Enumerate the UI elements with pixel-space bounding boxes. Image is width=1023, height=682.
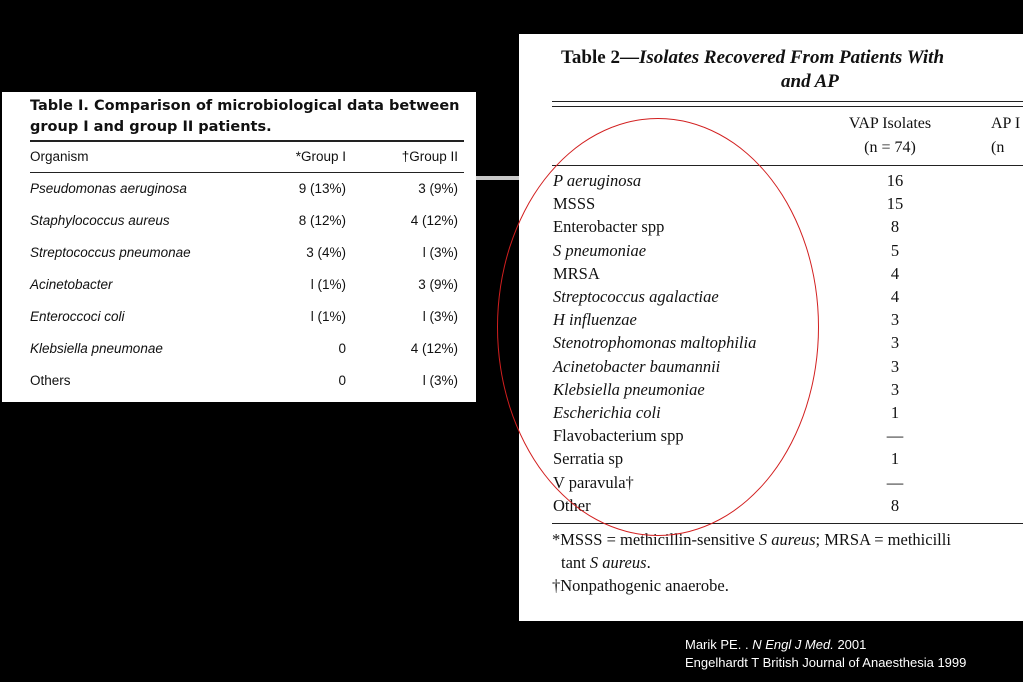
table-2-panel	[519, 34, 1023, 621]
isolate-cell: Other	[553, 495, 591, 515]
table-2-row	[553, 264, 1023, 287]
header-group-2: †Group II	[401, 149, 458, 164]
table-2-row	[553, 241, 1023, 264]
table-2-top-rule-b	[552, 106, 1023, 107]
table-2-header-rule	[552, 165, 1023, 166]
group-1-cell: 0	[338, 341, 346, 356]
table-2-row	[553, 333, 1023, 356]
table-2-row	[553, 496, 1023, 519]
table-1-row	[30, 181, 460, 205]
vap-count-cell: 3	[890, 379, 900, 399]
table-2-row	[553, 426, 1023, 449]
table-1-top-rule	[30, 140, 464, 142]
vap-count-cell: 15	[886, 194, 904, 214]
isolate-cell: H influenzae	[553, 310, 637, 330]
organism-cell: Klebsiella pneumonae	[30, 341, 163, 356]
group-1-cell: 3 (4%)	[306, 245, 346, 260]
vap-count-cell: 3	[890, 310, 900, 330]
table-1-header	[30, 149, 460, 173]
isolate-cell: Streptococcus agalactiae	[553, 287, 719, 306]
isolate-cell: Escherichia coli	[553, 403, 661, 422]
citation-1: Marik PE. . N Engl J Med. 2001	[685, 637, 867, 652]
table-1-row	[30, 245, 460, 269]
isolate-cell: P aeruginosa	[553, 171, 642, 190]
table-2-bottom-rule	[552, 523, 1023, 524]
group-2-cell: 4 (12%)	[410, 213, 458, 228]
vap-count-cell: 3	[890, 333, 900, 353]
isolate-cell: Stenotrophomonas maltophilia	[553, 333, 757, 353]
table-1-row	[30, 309, 460, 333]
vap-count-cell: 4	[890, 287, 900, 306]
table-1-row	[30, 341, 460, 365]
table-1-row	[30, 373, 460, 397]
vap-count-cell: 8	[890, 217, 900, 237]
table-1-panel	[2, 92, 476, 402]
table-2-row	[553, 357, 1023, 380]
header-organism: Organism	[30, 149, 89, 164]
organism-cell: Staphylococcus aureus	[30, 213, 170, 228]
organism-cell: Streptococcus pneumonae	[30, 245, 191, 260]
vap-count-cell: —	[886, 472, 904, 492]
vap-count-cell: 16	[886, 171, 904, 190]
group-1-cell: 0	[338, 373, 346, 388]
group-1-cell: l (1%)	[310, 309, 346, 324]
isolate-cell: Klebsiella pneumoniae	[553, 379, 705, 399]
table-2-row	[553, 194, 1023, 217]
group-2-cell: 3 (9%)	[418, 277, 458, 292]
isolate-cell: Acinetobacter baumannii	[553, 356, 721, 376]
vap-count-cell: —	[886, 426, 904, 446]
isolate-cell: Flavobacterium spp	[553, 426, 684, 446]
table-2-title: Table 2—Isolates Recovered From Patients With	[561, 47, 945, 68]
group-1-cell: 8 (12%)	[298, 213, 346, 228]
col-header-vap: VAP Isolates (n = 74)	[848, 115, 932, 156]
table-1-title: Table I. Comparison of microbiological data between group I and group II patients.	[30, 98, 460, 135]
vap-count-cell: 1	[890, 403, 900, 422]
table-2-title-line2: and AP	[781, 71, 839, 92]
vap-count-cell: 1	[890, 449, 900, 469]
table-2-footnote-3: †Nonpathogenic anaerobe.	[552, 576, 729, 595]
table-2-row	[553, 473, 1023, 496]
table-1-row	[30, 277, 460, 301]
group-2-cell: l (3%)	[422, 245, 458, 260]
group-2-cell: 3 (9%)	[418, 181, 458, 196]
isolate-cell: S pneumoniae	[553, 240, 647, 260]
table-2-row	[553, 449, 1023, 472]
table-2-row	[553, 171, 1023, 194]
table-2-footnote-1: *MSSS = methicillin-sensitive S aureus; MRSA = methicilli	[552, 530, 951, 549]
isolate-cell: V paravula†	[553, 472, 634, 492]
table-2-row	[553, 287, 1023, 310]
panel-connector	[476, 176, 520, 180]
group-2-cell: l (3%)	[422, 309, 458, 324]
table-2-top-rule-a	[552, 101, 1023, 102]
organism-cell: Pseudomonas aeruginosa	[30, 181, 187, 196]
isolate-cell: Serratia sp	[553, 449, 624, 469]
table-1-row	[30, 213, 460, 237]
organism-cell: Acinetobacter	[30, 277, 113, 292]
header-group-1: *Group I	[295, 149, 346, 164]
table-2-row	[553, 310, 1023, 333]
col-header-ap: AP I (n	[991, 115, 1021, 156]
citation-2: Engelhardt T British Journal of Anaesthesia 1999	[685, 655, 967, 670]
table-2-row	[553, 403, 1023, 426]
isolate-cell: MSSS	[553, 194, 596, 214]
organism-cell: Enteroccoci coli	[30, 309, 125, 324]
vap-count-cell: 5	[890, 240, 900, 260]
group-2-cell: l (3%)	[422, 373, 458, 388]
vap-count-cell: 4	[890, 263, 900, 283]
isolate-cell: Enterobacter spp	[553, 217, 665, 237]
table-1-header-rule	[30, 172, 464, 173]
group-2-cell: 4 (12%)	[410, 341, 458, 356]
table-2-row	[553, 217, 1023, 240]
group-1-cell: 9 (13%)	[298, 181, 346, 196]
group-1-cell: l (1%)	[310, 277, 346, 292]
table-2-footnote-2: tant S aureus.	[561, 553, 651, 572]
vap-count-cell: 3	[890, 356, 900, 376]
isolate-cell: MRSA	[553, 263, 600, 283]
vap-count-cell: 8	[890, 495, 900, 515]
organism-cell: Others	[30, 373, 71, 388]
table-2-row	[553, 380, 1023, 403]
